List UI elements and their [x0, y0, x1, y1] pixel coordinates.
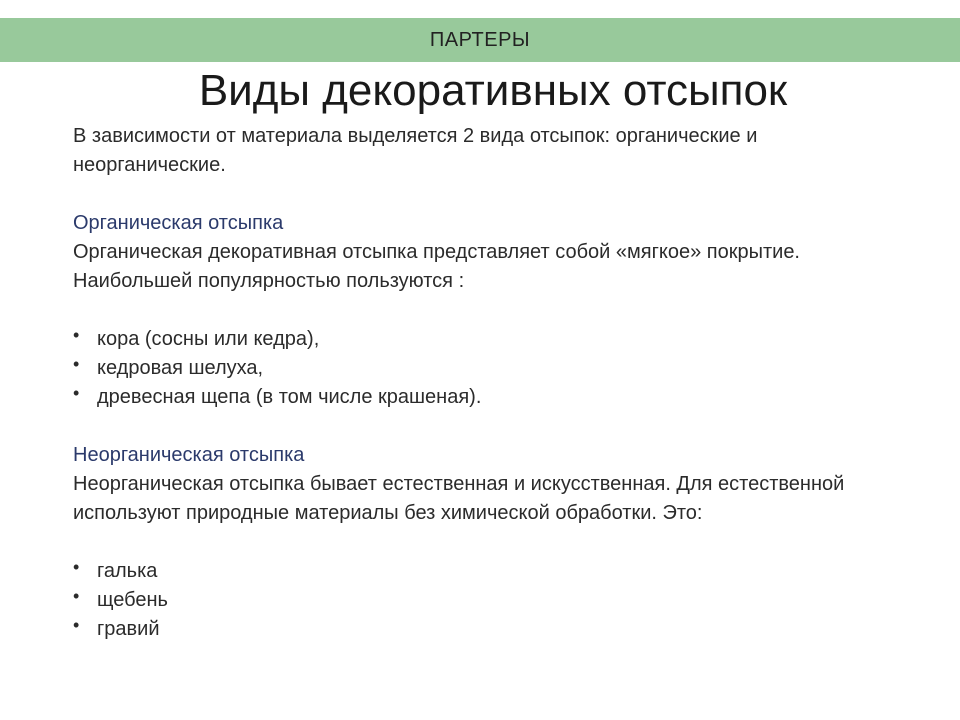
intro-text: В зависимости от материала выделяется 2 вида отсыпок: органические и неорганические. [73, 125, 758, 176]
organic-description: Органическая декоративная отсыпка представляет собой «мягкое» покрытие. Наибольшей популярностью пользуются : [73, 241, 800, 292]
spacer [73, 412, 893, 441]
list-item-text: кора (сосны или кедра), [97, 328, 320, 350]
list-item-text: гравий [97, 618, 160, 640]
list-item [73, 383, 893, 412]
organic-list [73, 325, 893, 412]
bullet-icon: • [73, 557, 80, 577]
list-item [73, 325, 893, 354]
bullet-icon: • [73, 615, 80, 635]
list-item-text: галька [97, 560, 158, 582]
list-item [73, 586, 893, 615]
list-item [73, 557, 893, 586]
spacer [73, 528, 893, 557]
slide-content [73, 122, 893, 644]
list-item-text: кедровая шелуха, [97, 357, 264, 379]
list-item-text: щебень [97, 589, 168, 611]
organic-heading: Органическая отсыпка [73, 212, 284, 234]
list-item [73, 354, 893, 383]
spacer [73, 296, 893, 325]
section-label: ПАРТЕРЫ [429, 28, 531, 51]
bullet-icon: • [73, 325, 80, 345]
inorganic-list [73, 557, 893, 644]
bullet-icon: • [73, 354, 80, 374]
spacer [73, 180, 893, 209]
list-item-text: древесная щепа (в том числе крашеная). [97, 386, 482, 408]
inorganic-description: Неорганическая отсыпка бывает естественная и искусственная. Для естественной используют природные материалы без химической обработки. Это: [73, 473, 845, 524]
list-item [73, 615, 893, 644]
slide-title: Виды декоративных отсыпок [198, 66, 788, 115]
inorganic-heading: Неорганическая отсыпка [73, 444, 305, 466]
bullet-icon: • [73, 383, 80, 403]
header-band [0, 18, 960, 62]
bullet-icon: • [73, 586, 80, 606]
